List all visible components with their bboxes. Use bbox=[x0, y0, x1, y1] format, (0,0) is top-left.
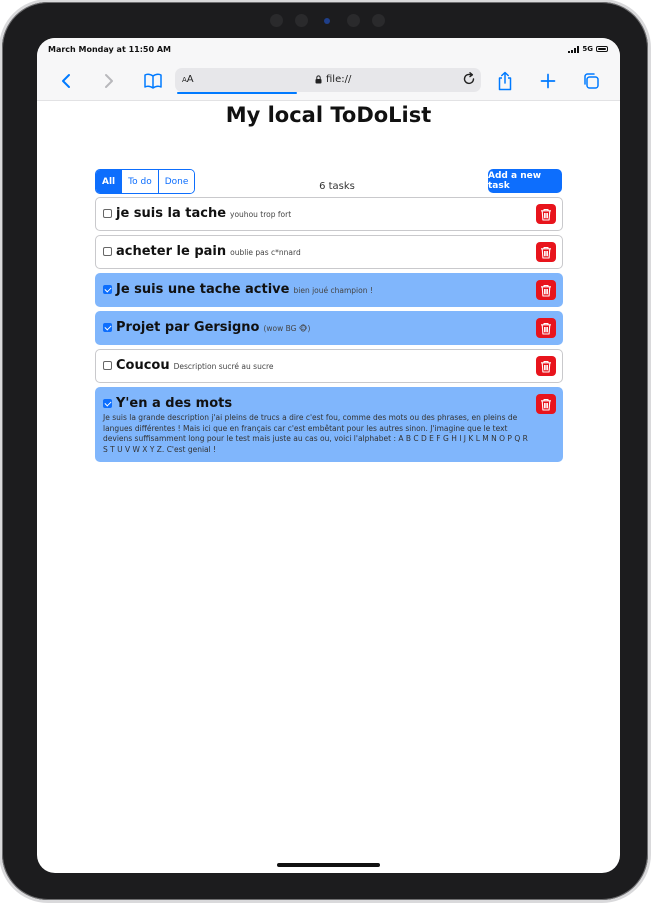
task-checkbox[interactable] bbox=[103, 247, 112, 256]
task-title: Coucou bbox=[116, 358, 170, 373]
delete-task-button[interactable] bbox=[536, 318, 556, 338]
task-item bbox=[95, 311, 563, 345]
page-title: My local ToDoList bbox=[225, 103, 432, 127]
task-list bbox=[95, 197, 563, 466]
battery-icon bbox=[596, 46, 608, 52]
screen bbox=[37, 38, 620, 873]
trash-icon bbox=[540, 246, 552, 259]
filter-done-button[interactable]: Done bbox=[159, 170, 195, 193]
camera-lens-icon bbox=[324, 18, 330, 24]
share-icon bbox=[497, 71, 513, 91]
reader-aa-button[interactable]: AA bbox=[182, 74, 194, 85]
trash-icon bbox=[540, 398, 552, 411]
task-title: je suis la tache bbox=[116, 206, 227, 221]
forward-button[interactable] bbox=[96, 68, 122, 94]
task-description: Je suis la grande description j'ai pleins de trucs a dire c'est fou, comme des mots ou des phrases, en pleins de langues différentes ! Mais ici que en français car c'est embêtant pour les autres sinon. J'imagine que le text deviens suffisamment long pour le test mais juste au cas ou, voici l'alphabet : A B C D E F G H I J K L M N O P Q R S T U V W X Y Z. C'est genial ! bbox=[103, 413, 528, 454]
delete-task-button[interactable] bbox=[536, 280, 556, 300]
signal-icon bbox=[568, 46, 579, 53]
sensor-icon bbox=[270, 14, 283, 27]
task-title: Y'en a des mots bbox=[116, 396, 233, 411]
tabs-icon bbox=[582, 72, 600, 90]
filter-group bbox=[95, 169, 195, 194]
add-task-button[interactable]: Add a new task bbox=[488, 169, 562, 193]
task-checkbox[interactable] bbox=[103, 361, 112, 370]
trash-icon bbox=[540, 208, 552, 221]
task-description: youhou trop fort bbox=[230, 210, 292, 219]
status-indicators bbox=[568, 45, 608, 53]
task-item bbox=[95, 349, 563, 383]
status-bar bbox=[37, 38, 620, 62]
url-text: file:// bbox=[315, 74, 351, 85]
tablet-frame bbox=[2, 2, 648, 900]
task-description: bien joué champion ! bbox=[293, 286, 373, 295]
reload-button[interactable] bbox=[461, 71, 477, 91]
sensor-icon bbox=[372, 14, 385, 27]
back-button[interactable] bbox=[53, 68, 79, 94]
task-title: Je suis une tache active bbox=[116, 282, 290, 297]
trash-icon bbox=[540, 360, 552, 373]
reload-icon bbox=[461, 71, 477, 87]
lock-icon bbox=[315, 75, 322, 84]
trash-icon bbox=[540, 322, 552, 335]
task-description: (wow BG 🐵) bbox=[263, 324, 311, 333]
status-time: March Monday at 11:50 AM bbox=[48, 45, 171, 54]
load-progress bbox=[177, 92, 297, 94]
new-tab-button[interactable] bbox=[535, 68, 561, 94]
bookmarks-button[interactable] bbox=[140, 68, 166, 94]
sensor-icon bbox=[295, 14, 308, 27]
task-item bbox=[95, 197, 563, 231]
task-item bbox=[95, 273, 563, 307]
camera-bar bbox=[270, 13, 390, 29]
delete-task-button[interactable] bbox=[536, 242, 556, 262]
task-description: Description sucré au sucre bbox=[173, 362, 274, 371]
tabs-overview-button[interactable] bbox=[578, 68, 604, 94]
home-indicator[interactable] bbox=[277, 863, 380, 867]
task-title: Projet par Gersigno bbox=[116, 320, 260, 335]
task-checkbox[interactable] bbox=[103, 285, 112, 294]
task-checkbox[interactable] bbox=[103, 209, 112, 218]
share-button[interactable] bbox=[492, 68, 518, 94]
browser-toolbar bbox=[37, 62, 620, 101]
book-icon bbox=[143, 73, 163, 89]
delete-task-button[interactable] bbox=[536, 394, 556, 414]
chevron-left-icon bbox=[60, 73, 72, 89]
address-bar[interactable] bbox=[175, 68, 481, 92]
chevron-right-icon bbox=[103, 73, 115, 89]
task-title: acheter le pain bbox=[116, 244, 227, 259]
task-item bbox=[95, 387, 563, 462]
task-item bbox=[95, 235, 563, 269]
sensor-icon bbox=[347, 14, 360, 27]
task-checkbox[interactable] bbox=[103, 399, 112, 408]
plus-icon bbox=[540, 73, 556, 89]
trash-icon bbox=[540, 284, 552, 297]
delete-task-button[interactable] bbox=[536, 204, 556, 224]
delete-task-button[interactable] bbox=[536, 356, 556, 376]
task-count: 6 tasks bbox=[319, 181, 355, 192]
task-description: oublie pas c*nnard bbox=[230, 248, 301, 257]
filter-all-button[interactable]: All bbox=[96, 170, 122, 193]
task-checkbox[interactable] bbox=[103, 323, 112, 332]
network-label: 5G bbox=[582, 45, 593, 53]
filter-todo-button[interactable]: To do bbox=[122, 170, 159, 193]
